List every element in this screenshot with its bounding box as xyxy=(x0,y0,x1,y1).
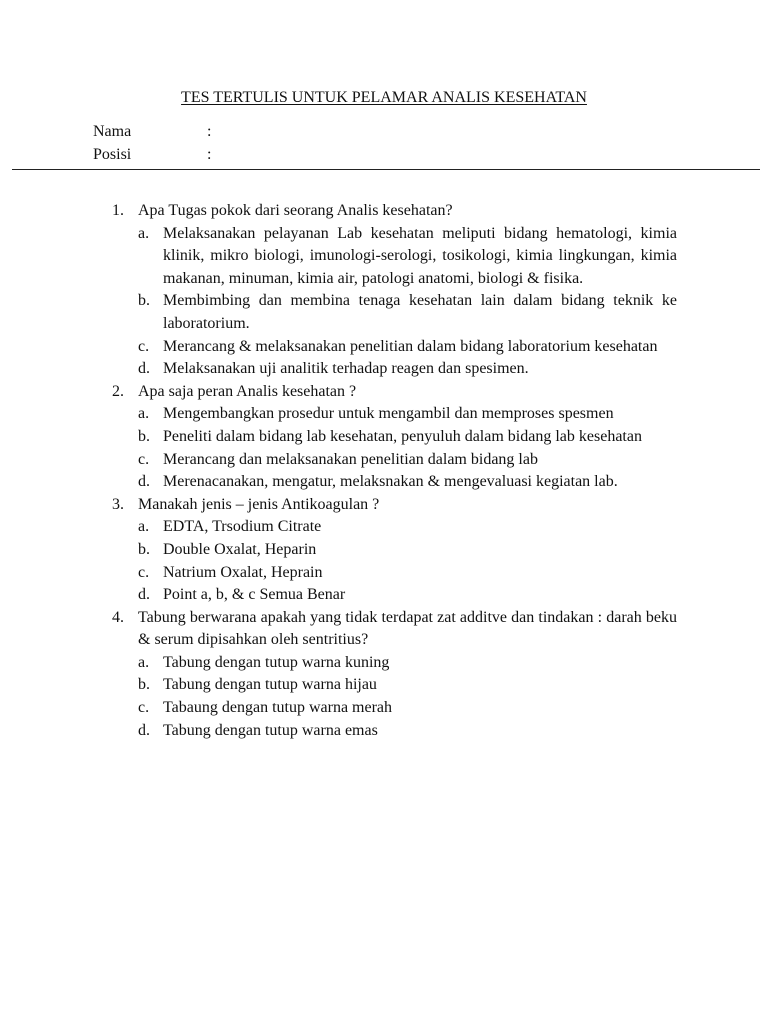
question-number: 4. xyxy=(112,608,124,626)
option-text: EDTA, Trsodium Citrate xyxy=(163,518,322,536)
option-2d xyxy=(138,471,677,494)
question-text: Manakah jenis – jenis Antikoagulan ? xyxy=(138,495,380,513)
option-text: Point a, b, & c Semua Benar xyxy=(163,586,346,604)
option-letter: b. xyxy=(138,292,150,310)
option-text: Merancang & melaksanakan penelitian dalam bidang laboratorium kesehatan xyxy=(163,337,658,355)
question-text: Tabung berwarana apakah yang tidak terdapat zat additve dan tindakan : darah beku & serum dipisahkan oleh sentritius? xyxy=(138,608,677,649)
option-text: Merancang dan melaksanakan penelitian dalam bidang lab xyxy=(163,450,538,468)
option-2c xyxy=(138,449,677,472)
option-1d xyxy=(138,358,677,381)
option-letter: a. xyxy=(138,224,150,242)
option-text: Merenacanakan, mengatur, melaksnakan & mengevaluasi kegiatan lab. xyxy=(163,473,618,491)
option-text: Tabung dengan tutup warna hijau xyxy=(163,676,377,694)
question-4 xyxy=(112,607,677,743)
option-1a xyxy=(138,223,677,291)
option-letter: a. xyxy=(138,518,150,536)
option-3d xyxy=(138,584,677,607)
option-letter: c. xyxy=(138,337,150,355)
option-text: Tabaung dengan tutup warna merah xyxy=(163,699,393,717)
option-4d xyxy=(138,720,677,743)
option-4c xyxy=(138,697,677,720)
option-4b xyxy=(138,674,677,697)
question-3 xyxy=(112,494,677,607)
question-number: 1. xyxy=(112,202,124,219)
field-posisi xyxy=(93,144,211,166)
option-letter: d. xyxy=(138,360,150,378)
question-number: 3. xyxy=(112,495,124,513)
option-2a xyxy=(138,403,677,426)
option-3a xyxy=(138,516,677,539)
option-letter: d. xyxy=(138,473,150,491)
option-letter: b. xyxy=(138,540,150,558)
option-4a xyxy=(138,652,677,675)
question-1 xyxy=(112,200,677,381)
option-text: Mengembangkan prosedur untuk mengambil dan memproses spesmen xyxy=(163,405,614,423)
option-3b xyxy=(138,539,677,562)
field-posisi-separator: : xyxy=(207,146,212,163)
option-letter: c. xyxy=(138,450,150,468)
option-letter: d. xyxy=(138,721,150,739)
option-2b xyxy=(138,426,677,449)
option-text: Melaksanakan uji analitik terhadap reagen dan spesimen. xyxy=(163,360,529,378)
option-1b xyxy=(138,290,677,335)
field-nama-label: Nama xyxy=(93,123,132,140)
question-list xyxy=(112,200,677,742)
option-letter: d. xyxy=(138,586,150,604)
page-title: TES TERTULIS UNTUK PELAMAR ANALIS KESEHATAN xyxy=(181,89,587,106)
option-letter: b. xyxy=(138,676,150,694)
field-posisi-label: Posisi xyxy=(93,146,132,163)
option-text: Natrium Oxalat, Heprain xyxy=(163,563,323,581)
question-text: Apa Tugas pokok dari seorang Analis kesehatan? xyxy=(138,202,453,219)
option-text: Melaksanakan pelayanan Lab kesehatan meliputi bidang hematologi, kimia klinik, mikro biologi, imunologi-serologi, tosikologi, kimia lingkungan, kimia makanan, minuman, kimia air, patologi anatomi, biologi & fisika. xyxy=(163,224,677,287)
field-nama-separator: : xyxy=(207,123,212,140)
question-text: Apa saja peran Analis kesehatan ? xyxy=(138,382,357,400)
option-letter: a. xyxy=(138,405,150,423)
option-3c xyxy=(138,562,677,585)
option-text: Peneliti dalam bidang lab kesehatan, penyuluh dalam bidang lab kesehatan xyxy=(163,427,642,445)
option-1c xyxy=(138,336,677,359)
option-text: Double Oxalat, Heparin xyxy=(163,540,317,558)
question-number: 2. xyxy=(112,382,124,400)
option-text: Tabung dengan tutup warna emas xyxy=(163,721,378,739)
field-nama xyxy=(93,121,211,143)
question-2 xyxy=(112,381,677,494)
option-letter: b. xyxy=(138,427,150,445)
option-letter: c. xyxy=(138,699,150,717)
option-text: Membimbing dan membina tenaga kesehatan lain dalam bidang teknik ke laboratorium. xyxy=(163,292,677,332)
option-text: Tabung dengan tutup warna kuning xyxy=(163,653,390,671)
header-divider xyxy=(12,169,760,170)
option-letter: a. xyxy=(138,653,150,671)
option-letter: c. xyxy=(138,563,150,581)
